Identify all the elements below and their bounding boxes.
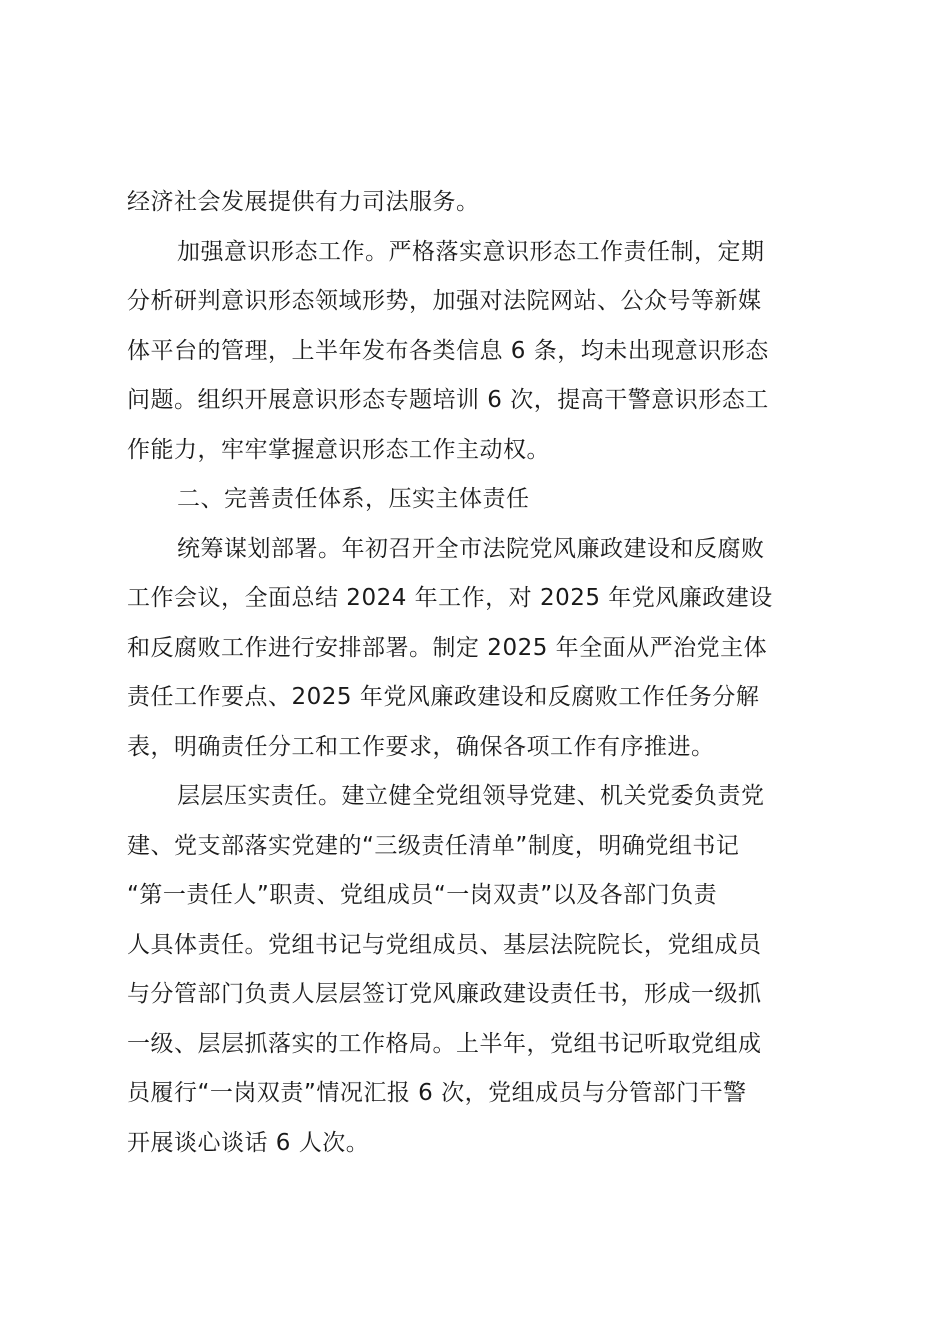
text-line: 工作会议，全面总结 2024 年工作，对 2025 年党风廉政建设 [127, 585, 773, 611]
text-line: 员履行“一岗双责”情况汇报 6 次，党组成员与分管部门干警 [127, 1080, 747, 1106]
text-line: 统筹谋划部署。年初召开全市法院党风廉政建设和反腐败 [177, 535, 765, 562]
text-line: 建、党支部落实党建的“三级责任清单”制度，明确党组书记 [127, 832, 740, 859]
text-line: 加强意识形态工作。严格落实意识形态工作责任制，定期 [177, 238, 765, 265]
text-line: 经济社会发展提供有力司法服务。 [127, 189, 480, 215]
text-line: 分析研判意识形态领域形势，加强对法院网站、公众号等新媒 [127, 288, 762, 314]
text-line: 表，明确责任分工和工作要求，确保各项工作有序推进。 [127, 733, 715, 760]
text-line: 问题。组织开展意识形态专题培训 6 次，提高干警意识形态工 [127, 387, 769, 413]
document-body [127, 178, 833, 1168]
text-line: 开展谈心谈话 6 人次。 [127, 1129, 370, 1156]
text-line: 和反腐败工作进行安排部署。制定 2025 年全面从严治党主体 [127, 634, 768, 661]
text-line: 与分管部门负责人层层签订党风廉政建设责任书，形成一级抓 [127, 981, 762, 1007]
text-line: 作能力，牢牢掌握意识形态工作主动权。 [127, 436, 550, 463]
text-line: 二、完善责任体系，压实主体责任 [177, 486, 530, 512]
text-line: 一级、层层抓落实的工作格局。上半年，党组书记听取党组成 [127, 1030, 762, 1057]
text-line: 责任工作要点、2025 年党风廉政建设和反腐败工作任务分解 [127, 684, 760, 710]
text-line: 体平台的管理，上半年发布各类信息 6 条，均未出现意识形态 [127, 337, 769, 364]
text-line: “第一责任人”职责、党组成员“一岗双责”以及各部门负责 [127, 882, 718, 908]
text-line: 人具体责任。党组书记与党组成员、基层法院院长，党组成员 [127, 931, 762, 958]
text-line: 层层压实责任。建立健全党组领导党建、机关党委负责党 [177, 783, 765, 809]
